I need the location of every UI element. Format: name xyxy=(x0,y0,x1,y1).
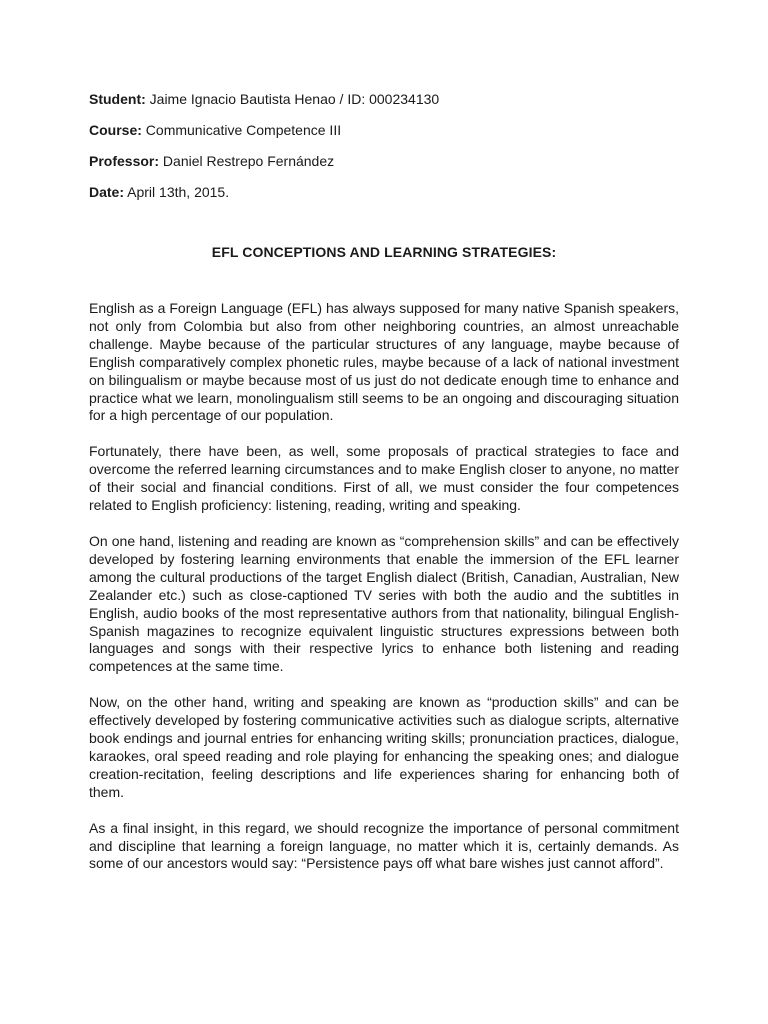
date-label: Date: xyxy=(89,184,125,200)
paragraph-final-insight: As a final insight, in this regard, we should recognize the importance of personal commitment and discipline that learning a foreign language, no matter which it is, certainly demands. As some of our ancestors would say: “Persistence pays off what bare wishes just cannot afford”. xyxy=(89,819,679,872)
document-page xyxy=(89,90,679,891)
paragraph-production-skills: Now, on the other hand, writing and speaking are known as “production skills” and can be effectively developed by fostering communicative activities such as dialogue scripts, alternative book endings and journal entries for enhancing writing skills; pronunciation practices, dialogue, karaokes, oral speed reading and role playing for enhancing the speaking ones; and dialogue creation-recitation, feeling descriptions and life experiences sharing for enhancing both of them. xyxy=(89,694,679,800)
course-line xyxy=(89,121,679,139)
document-title: EFL CONCEPTIONS AND LEARNING STRATEGIES: xyxy=(211,244,557,260)
professor-line xyxy=(89,152,679,170)
date-line xyxy=(89,183,679,201)
professor-value: Daniel Restrepo Fernández xyxy=(162,153,335,169)
course-label: Course: xyxy=(89,122,142,138)
paragraph-intro: English as a Foreign Language (EFL) has always supposed for many native Spanish speakers, not only from Colombia but also from other neighboring countries, an almost unreachable challenge. Maybe because of the particular structures of any language, maybe because of English comparatively complex phonetic rules, maybe because of a lack of national investment on bilingualism or maybe because most of us just do not dedicate enough time to enhance and practice what we learn, monolingualism still seems to be an ongoing and discouraging situation for a high percentage of our population. xyxy=(89,300,679,424)
student-label: Student: xyxy=(89,91,146,107)
date-value: April 13th, 2015. xyxy=(127,184,230,200)
course-value: Communicative Competence III xyxy=(145,122,342,138)
professor-label: Professor: xyxy=(89,153,160,169)
student-line xyxy=(89,90,679,108)
student-value: Jaime Ignacio Bautista Henao / ID: 000234130 xyxy=(149,91,440,107)
paragraph-strategies: Fortunately, there have been, as well, some proposals of practical strategies to face and overcome the referred learning circumstances and to make English closer to anyone, no matter of their social and financial conditions. First of all, we must consider the four competences related to English proficiency: listening, reading, writing and speaking. xyxy=(89,443,679,514)
paragraph-comprehension-skills: On one hand, listening and reading are known as “comprehension skills” and can be effectively developed by fostering learning environments that enable the immersion of the EFL learner among the cultural productions of the target English dialect (British, Canadian, Australian, New Zealander etc.) such as close-captioned TV series with both the audio and the subtitles in English, audio books of the most representative authors from that nationality, bilingual English-Spanish magazines to recognize equivalent linguistic structures expressions between both languages and songs with their respective lyrics to enhance both listening and reading competences at the same time. xyxy=(89,532,679,675)
